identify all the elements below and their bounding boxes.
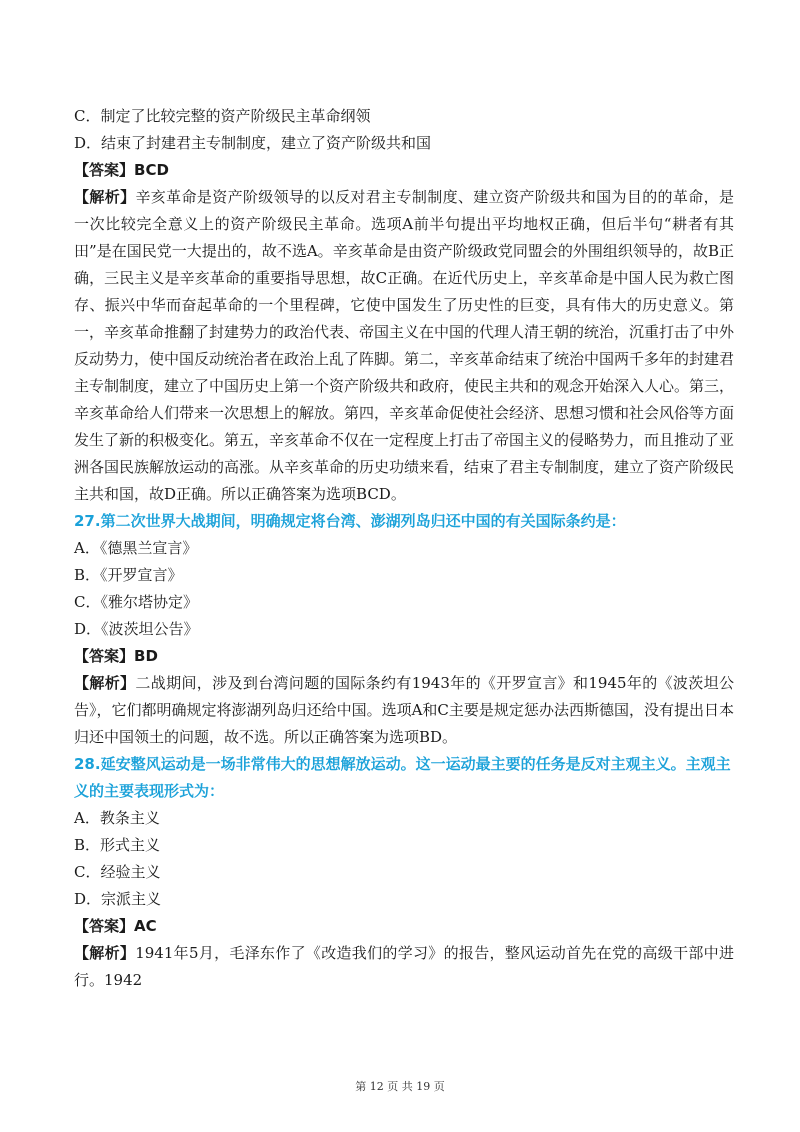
q27-analysis (74, 670, 734, 751)
q28-analysis (74, 940, 734, 994)
q27-option-d: D．《波茨坦公告》 (74, 620, 199, 638)
q28-option-c: C．经验主义 (74, 863, 161, 881)
analysis-tag: 【解析】 (74, 188, 136, 206)
question-27: 27.第二次世界大战期间，明确规定将台湾、澎湖列岛归还中国的有关国际条约是： (74, 512, 626, 530)
q27-answer-line (74, 643, 734, 670)
answer-tag: 【答案】 (74, 161, 135, 179)
answer-tag: 【答案】 (74, 917, 135, 935)
q28-answer-line (74, 913, 734, 940)
analysis-text: 二战期间，涉及到台湾问题的国际条约有1943年的《开罗宣言》和1945年的《波茨坦公告》，它们都明确规定将澎湖列岛归还给中国。选项A和C主要是规定惩办法西斯德国，没有提出日本归还中国领土的问题，故不选。所以正确答案为选项BD。 (74, 674, 734, 746)
page-footer: 第 12 页 共 19 页 (355, 1080, 445, 1093)
q28-option-b: B．形式主义 (74, 836, 161, 854)
analysis-tag: 【解析】 (74, 944, 136, 962)
question-28: 28.延安整风运动是一场非常伟大的思想解放运动。这一运动最主要的任务是反对主观主义。主观主义的主要表现形式为： (74, 755, 731, 800)
answer-value: BCD (134, 161, 169, 179)
q27-option-a: A．《德黑兰宣言》 (74, 539, 198, 557)
q28-option-a: A．教条主义 (74, 809, 160, 827)
page-content (74, 103, 734, 994)
answer-value: BD (134, 647, 158, 665)
prev-answer-line (74, 157, 734, 184)
q27-option-b: B．《开罗宣言》 (74, 566, 183, 584)
answer-tag: 【答案】 (74, 647, 135, 665)
prev-analysis (74, 184, 734, 508)
q28-option-d: D．宗派主义 (74, 890, 162, 908)
analysis-text: 1941年5月，毛泽东作了《改造我们的学习》的报告，整风运动首先在党的高级干部中进行。1942 (74, 944, 734, 989)
prev-option-d: D．结束了封建君主专制制度，建立了资产阶级共和国 (74, 134, 432, 152)
analysis-text: 辛亥革命是资产阶级领导的以反对君主专制制度、建立资产阶级共和国为目的的革命，是一次比较完全意义上的资产阶级民主革命。选项A前半句提出平均地权正确，但后半句“耕者有其田”是在国民党一大提出的，故不选A。辛亥革命是由资产阶级政党同盟会的外围组织领导的，故B正确，三民主义是辛亥革命的重要指导思想，故C正确。在近代历史上，辛亥革命是中国人民为救亡图存、振兴中华而奋起革命的一个里程碑，它使中国发生了历史性的巨变，具有伟大的历史意义。第一，辛亥革命推翻了封建势力的政治代表、帝国主义在中国的代理人清王朝的统治，沉重打击了中外反动势力，使中国反动统治者在政治上乱了阵脚。第二，辛亥革命结束了统治中国两千多年的封建君主专制制度，建立了中国历史上第一个资产阶级共和政府，使民主共和的观念开始深入人心。第三，辛亥革命给人们带来一次思想上的解放。第四，辛亥革命促使社会经济、思想习惯和社会风俗等方面发生了新的积极变化。第五，辛亥革命不仅在一定程度上打击了帝国主义的侵略势力，而且推动了亚洲各国民族解放运动的高涨。从辛亥革命的历史功绩来看，结束了君主专制制度，建立了资产阶级民主共和国，故D正确。所以正确答案为选项BCD。 (74, 188, 735, 503)
analysis-tag: 【解析】 (74, 674, 136, 692)
q27-option-c: C．《雅尔塔协定》 (74, 593, 198, 611)
answer-value: AC (134, 917, 157, 935)
prev-option-c: C．制定了比较完整的资产阶级民主革命纲领 (74, 107, 371, 125)
